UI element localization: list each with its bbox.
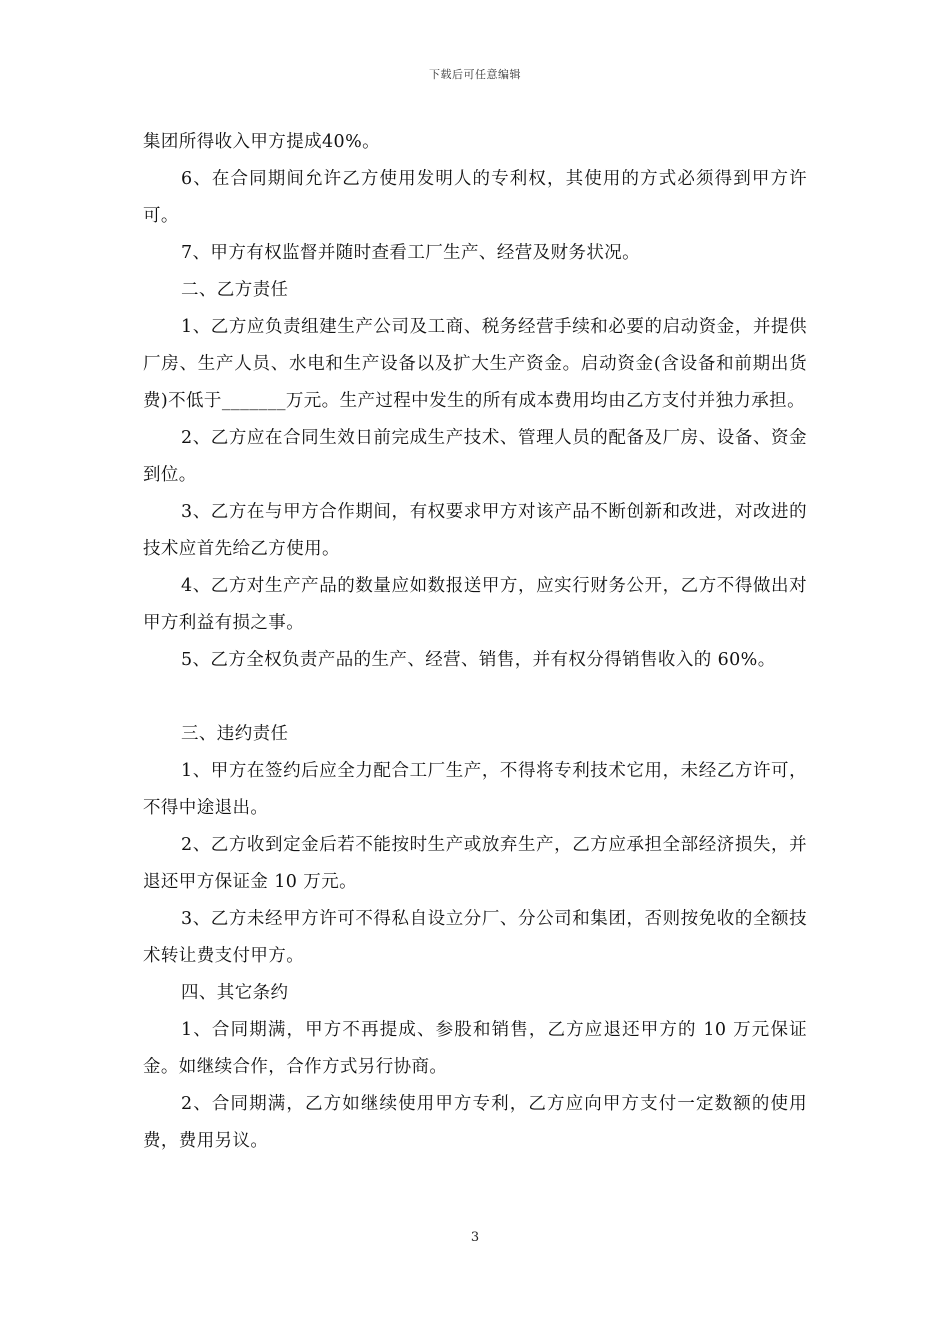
paragraph-continuation: 集团所得收入甲方提成40%。 — [143, 132, 380, 152]
clause-c1: 1、甲方在签约后应全力配合工厂生产，不得将专利技术它用，未经乙方许可，不得中途退出。 — [143, 761, 807, 818]
section-heading-3: 三、违约责任 — [181, 724, 289, 744]
document-body — [143, 124, 807, 1160]
clause-c2: 2、乙方收到定金后若不能按时生产或放弃生产，乙方应承担全部经济损失，并退还甲方保证金 10 万元。 — [143, 835, 807, 892]
clause-c3: 3、乙方未经甲方许可不得私自设立分厂、分公司和集团，否则按免收的全额技术转让费支付甲方。 — [143, 909, 807, 966]
section-heading-2: 二、乙方责任 — [181, 280, 289, 300]
clause-a6: 6、在合同期间允许乙方使用发明人的专利权，其使用的方式必须得到甲方许可。 — [143, 169, 807, 226]
clause-b2: 2、乙方应在合同生效日前完成生产技术、管理人员的配备及厂房、设备、资金到位。 — [143, 428, 807, 485]
clause-d1: 1、合同期满，甲方不再提成、参股和销售，乙方应退还甲方的 10 万元保证金。如继续合作，合作方式另行协商。 — [143, 1020, 807, 1077]
clause-a7: 7、甲方有权监督并随时查看工厂生产、经营及财务状况。 — [181, 243, 641, 263]
section-heading-4: 四、其它条约 — [181, 983, 289, 1003]
clause-b3: 3、乙方在与甲方合作期间，有权要求甲方对该产品不断创新和改进，对改进的技术应首先给乙方使用。 — [143, 502, 807, 559]
page-header: 下载后可任意编辑 — [429, 68, 521, 81]
page-number: 3 — [470, 1230, 480, 1245]
clause-d2: 2、合同期满，乙方如继续使用甲方专利，乙方应向甲方支付一定数额的使用费，费用另议。 — [143, 1094, 807, 1151]
clause-b5: 5、乙方全权负责产品的生产、经营、销售，并有权分得销售收入的 60%。 — [181, 650, 776, 670]
clause-b1: 1、乙方应负责组建生产公司及工商、税务经营手续和必要的启动资金，并提供厂房、生产人员、水电和生产设备以及扩大生产资金。启动资金(含设备和前期出货费)不低于_______万元。生产过程中发生的所有成本费用均由乙方支付并独力承担。 — [143, 317, 807, 411]
clause-b4: 4、乙方对生产产品的数量应如数报送甲方，应实行财务公开，乙方不得做出对甲方利益有损之事。 — [143, 576, 807, 633]
